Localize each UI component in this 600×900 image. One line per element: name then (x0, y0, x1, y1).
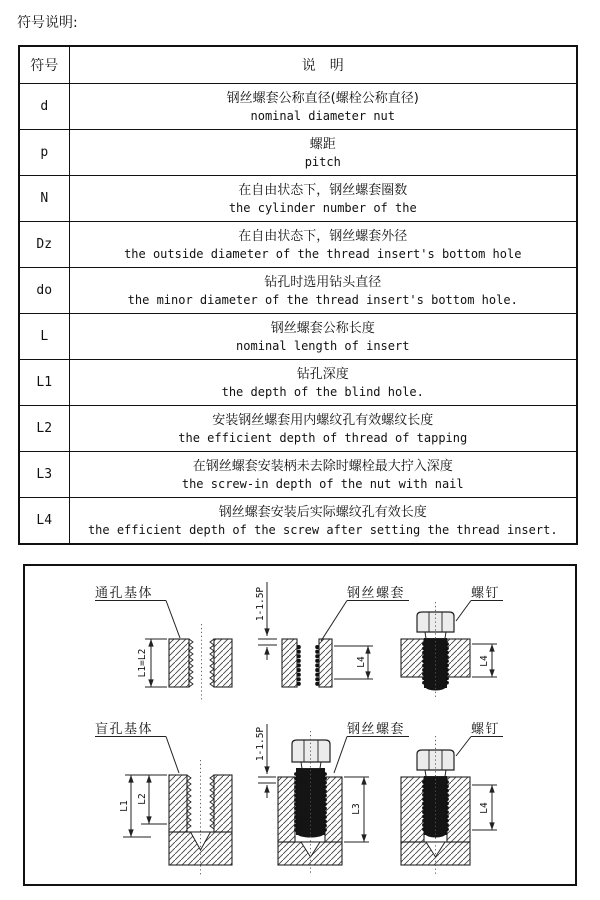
symbol-cell: p (19, 130, 69, 176)
description-en: the minor diameter of the thread insert's bottom hole. (127, 292, 518, 307)
description-cell (69, 268, 577, 314)
description-cn: 在钢丝螺套安装柄未去除时螺栓最大拧入深度 (192, 458, 453, 474)
description-en: nominal diameter nut (250, 108, 395, 123)
label-wire-thread-insert-bottom: 钢丝螺套 (347, 722, 406, 737)
symbol-cell: d (19, 84, 69, 130)
label-through-hole-base: 通孔基体 (95, 586, 154, 601)
description-en: the efficient depth of thread of tapping (178, 430, 468, 445)
table-row (19, 222, 577, 268)
label-blind-hole-base: 盲孔基体 (95, 722, 154, 737)
description-cn: 安装钢丝螺套用内螺纹孔有效螺纹长度 (212, 412, 434, 428)
figure-blind-hole-tapped (95, 721, 232, 875)
description-cn: 钻孔时选用钻头直径 (264, 274, 382, 290)
figure-insert-in-through-hole (255, 582, 409, 687)
description-cn: 螺距 (309, 136, 336, 152)
leader-line (334, 737, 347, 774)
dim-l3: L3 (351, 803, 362, 815)
symbol-cell: L4 (19, 498, 69, 545)
hex-head (292, 740, 330, 762)
symbol-cell: L1 (19, 360, 69, 406)
dim-p-bottom: 1-1.5P (255, 726, 266, 762)
description-cell (69, 130, 577, 176)
dim-l4-bottom: L4 (479, 802, 490, 814)
col-header-symbol: 符号 (19, 46, 69, 84)
figure-insert-screw-blind-hole (255, 721, 409, 875)
leader-line (166, 737, 179, 774)
leader-line (166, 601, 180, 639)
description-en: the depth of the blind hole. (221, 384, 424, 399)
col-header-description: 说 明 (69, 46, 577, 84)
description-cell (69, 222, 577, 268)
dim-l1: L1 (119, 800, 130, 812)
label-screw-top: 螺钉 (471, 586, 501, 601)
symbol-cell: L2 (19, 406, 69, 452)
description-en: the cylinder number of the (228, 200, 417, 215)
description-cn: 钻孔深度 (296, 366, 349, 382)
table-row (19, 176, 577, 222)
leader-line (321, 601, 347, 642)
label-wire-thread-insert-top: 钢丝螺套 (347, 586, 406, 601)
description-cell (69, 498, 577, 545)
description-en: pitch (304, 154, 341, 169)
table-row (19, 452, 577, 498)
description-en: nominal length of insert (236, 338, 410, 353)
symbol-cell: Dz (19, 222, 69, 268)
symbol-cell: L (19, 314, 69, 360)
description-cell (69, 84, 577, 130)
figure-screw-in-through-hole (401, 585, 503, 698)
description-cell (69, 406, 577, 452)
description-en: the screw-in depth of the nut with nail (181, 476, 464, 491)
label-screw-bottom: 螺钉 (471, 722, 501, 737)
dim-l2: L2 (137, 793, 148, 805)
symbol-cell: do (19, 268, 69, 314)
symbol-table (18, 45, 578, 545)
description-cell (69, 314, 577, 360)
description-cn: 在自由状态下，钢丝螺套圈数 (238, 182, 408, 198)
description-cell (69, 176, 577, 222)
dim-l1-equals-l2: L1=L2 (137, 648, 148, 678)
table-row (19, 360, 577, 406)
table-header-row (19, 46, 577, 84)
description-cell (69, 360, 577, 406)
leader-line (456, 601, 471, 622)
dim-l4-insert: L4 (356, 656, 367, 668)
symbol-cell: N (19, 176, 69, 222)
dim-l4-screw: L4 (479, 655, 490, 667)
symbol-cell: L3 (19, 452, 69, 498)
installation-diagram (23, 564, 577, 886)
thread-insert-drawing (25, 566, 571, 880)
table-row (19, 130, 577, 176)
table-row (19, 314, 577, 360)
description-cn: 钢丝螺套安装后实际螺纹孔有效长度 (218, 504, 427, 520)
leader-line (456, 737, 471, 757)
screw-neck (301, 762, 321, 769)
description-cn: 在自由状态下，钢丝螺套外径 (238, 228, 408, 244)
description-cn: 钢丝螺套公称直径(螺栓公称直径) (226, 90, 419, 106)
description-cn: 钢丝螺套公称长度 (270, 320, 375, 336)
table-row (19, 498, 577, 545)
table-row (19, 84, 577, 130)
description-en: the outside diameter of the thread insert's bottom hole (124, 246, 522, 261)
page-title: 符号说明: (17, 15, 78, 31)
description-en: the efficient depth of the screw after setting the thread insert. (87, 522, 558, 537)
table-row (19, 406, 577, 452)
description-cell (69, 452, 577, 498)
figure-through-hole-tapped (95, 585, 232, 700)
dim-p-top: 1-1.5P (255, 586, 266, 622)
figure-screw-blind-hole (401, 721, 503, 875)
table-row (19, 268, 577, 314)
